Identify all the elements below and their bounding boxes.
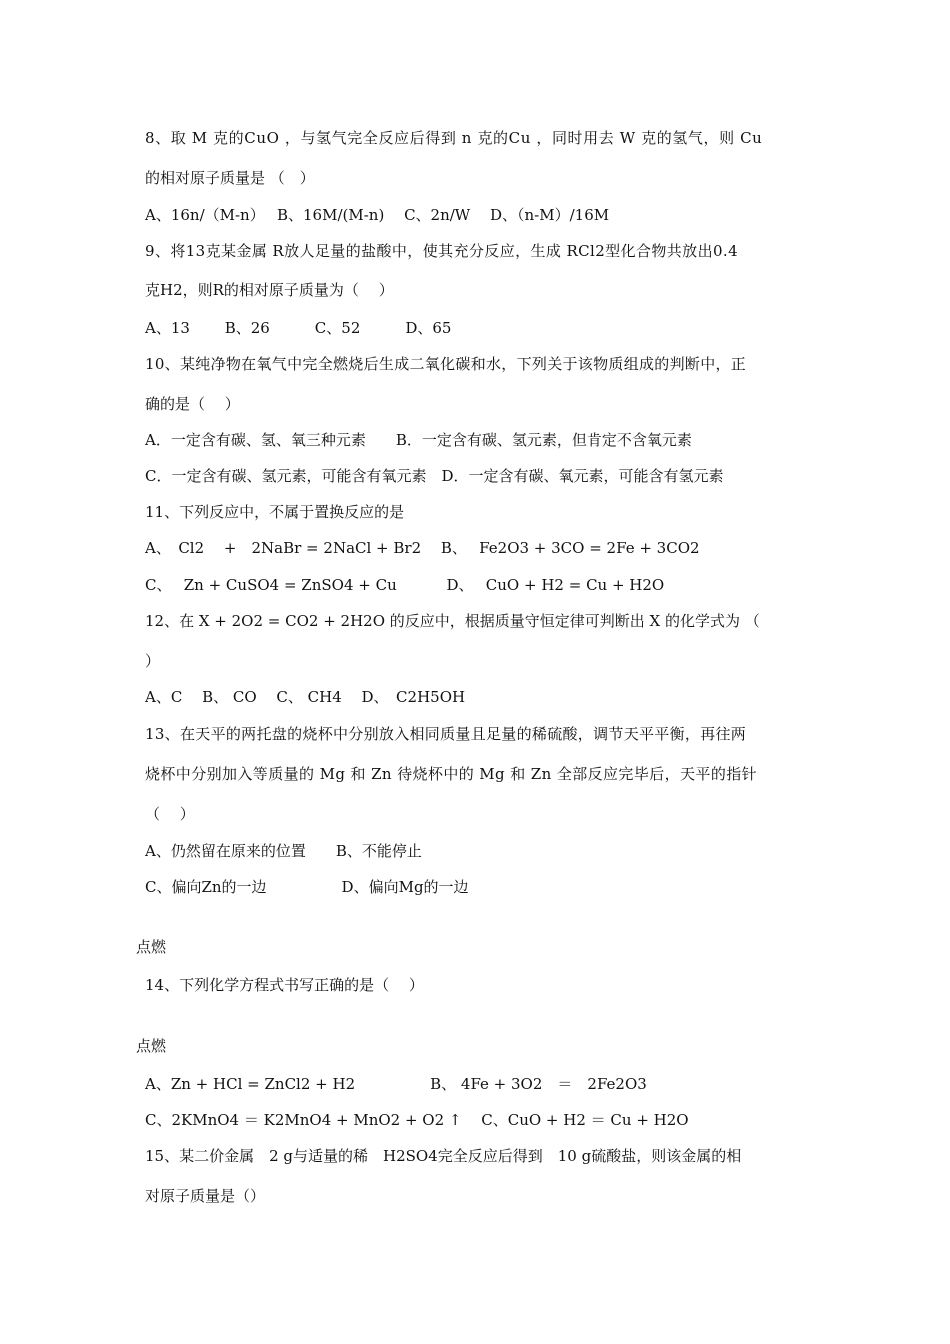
question-11-options-cd: C、 Zn + CuSO4 = ZnSO4 + Cu D、 CuO + H2 = Cu + H2O — [145, 576, 665, 594]
question-10-line-1: 10、某纯净物在氧气中完全燃烧后生成二氧化碳和水，下列关于该物质组成的判断中，正 — [145, 355, 747, 373]
question-14-options-cd: C、2KMnO4 ＝ K2MnO4 + MnO2 + O2 ↑ C、CuO + H2 ＝ Cu + H2O — [145, 1111, 689, 1129]
question-10-line-2: 确的是（ ） — [145, 395, 240, 413]
question-13-options-ab: A、仍然留在原来的位置 B、不能停止 — [145, 842, 422, 860]
question-13-options-cd: C、偏向Zn的一边 D、偏向Mg的一边 — [145, 878, 469, 896]
question-12-options: A、C B、 CO C、 CH4 D、 C2H5OH — [145, 688, 466, 706]
question-12-line-2: ） — [145, 652, 161, 670]
question-15-line-2: 对原子质量是（） — [145, 1187, 266, 1205]
question-9-line-2: 克H2，则R的相对原子质量为（ ） — [145, 281, 394, 299]
question-15-line-1: 15、某二价金属 2 g与适量的稀 H2SO4完全反应后得到 10 g硫酸盐，则该金属的相 — [145, 1147, 742, 1165]
question-12-line-1: 12、在 X + 2O2 = CO2 + 2H2O 的反应中，根据质量守恒定律可判断出 X 的化学式为 （ — [145, 612, 760, 630]
question-10-options-cd: C．一定含有碳、氢元素，可能含有氧元素 D．一定含有碳、氧元素，可能含有氢元素 — [145, 467, 724, 485]
question-13-line-1: 13、在天平的两托盘的烧杯中分别放入相同质量且足量的稀硫酸，调节天平平衡，再往两 — [145, 725, 747, 743]
condition-label-ignite: 点燃 — [136, 938, 167, 956]
condition-label-ignite-2: 点燃 — [136, 1037, 167, 1055]
question-11-options-ab: A、 Cl2 + 2NaBr = 2NaCl + Br2 B、 Fe2O3 + 3CO = 2Fe + 3CO2 — [145, 539, 700, 557]
question-9-line-1: 9、将13克某金属 R放人足量的盐酸中，使其充分反应，生成 RCl2型化合物共放出0.4 — [145, 242, 739, 260]
question-14-options-ab: A、Zn + HCl = ZnCl2 + H2 B、 4Fe + 3O2 ＝ 2Fe2O3 — [145, 1075, 647, 1093]
question-8-options: A、16n/（M-n） B、16M/(M-n) C、2n/W D、（n-M）/16M — [145, 206, 610, 224]
question-10-options-ab: A．一定含有碳、氢、氧三种元素 B．一定含有碳、氢元素，但肯定不含氧元素 — [145, 431, 692, 449]
question-13-line-2: 烧杯中分别加入等质量的 Mg 和 Zn 待烧杯中的 Mg 和 Zn 全部反应完毕后，天平的指针 — [145, 765, 758, 783]
question-11-stem: 11、下列反应中，不属于置换反应的是 — [145, 503, 405, 521]
question-13-line-3: （ ） — [145, 805, 195, 823]
question-8-line-2: 的相对原子质量是 （ ） — [145, 169, 315, 187]
question-14-stem: 14、下列化学方程式书写正确的是（ ） — [145, 976, 424, 994]
question-9-options: A、13 B、26 C、52 D、65 — [145, 319, 452, 337]
question-8-line-1: 8、取 M 克的CuO ，与氢气完全反应后得到 n 克的Cu ，同时用去 W 克的氢气，则 Cu — [145, 129, 763, 147]
